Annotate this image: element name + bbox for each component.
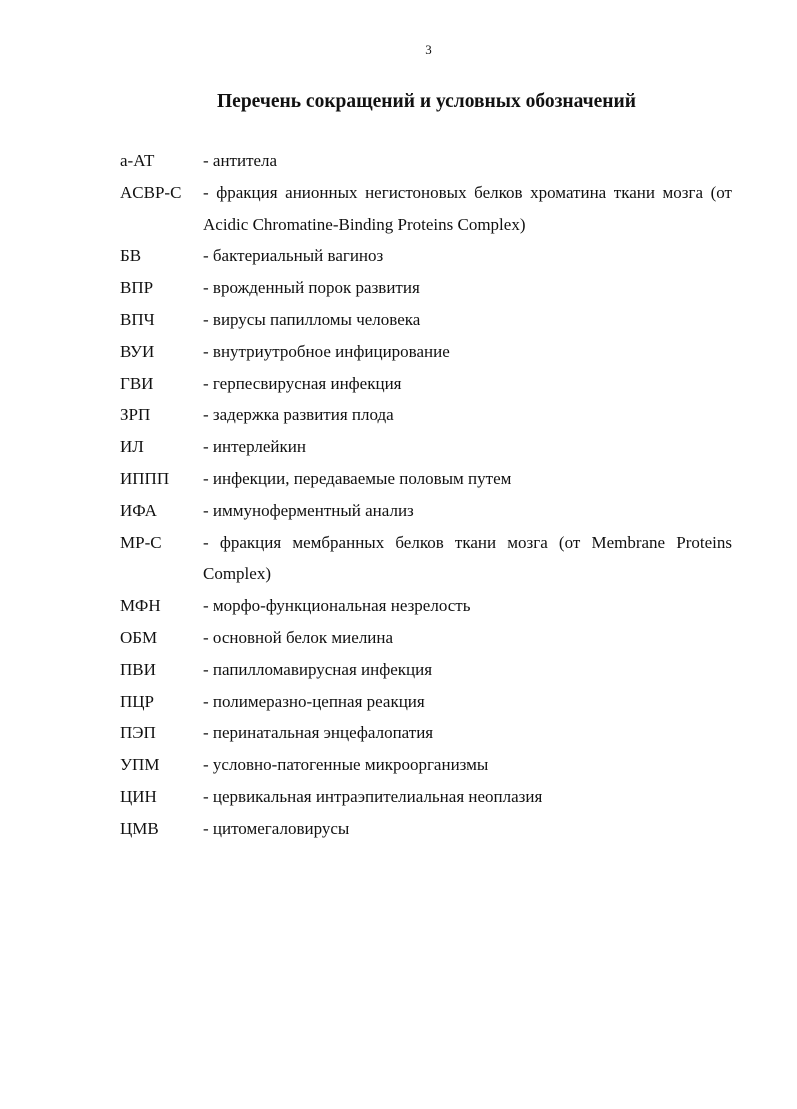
abbreviation-entry <box>120 781 732 813</box>
abbreviation-definition: - интерлейкин <box>203 437 306 457</box>
abbreviation-definition: - антитела <box>203 151 278 170</box>
abbreviation-term: ПВИ <box>120 659 156 679</box>
abbreviation-list <box>120 145 732 845</box>
abbreviation-term: ЗРП <box>120 405 151 425</box>
abbreviation-term: МФН <box>120 596 161 616</box>
abbreviation-entry <box>120 431 732 463</box>
abbreviation-definition: - внутриутробное инфицирование <box>203 341 450 361</box>
abbreviation-entry <box>120 272 732 304</box>
abbreviation-term: УПМ <box>120 755 160 775</box>
abbreviation-definition: - бактериальный вагиноз <box>203 246 384 266</box>
abbreviation-definition: - задержка развития плода <box>203 405 394 425</box>
abbreviation-term: ВПР <box>120 278 154 298</box>
abbreviation-entry <box>120 590 732 622</box>
abbreviation-term: ВУИ <box>120 341 155 361</box>
abbreviation-term: а-АТ <box>120 151 155 170</box>
abbreviation-definition: - фракция мембранных белков ткани мозга (от Membrane Proteins Complex) <box>203 532 732 584</box>
abbreviation-definition: - иммуноферментный анализ <box>203 500 414 520</box>
page-number: 3 <box>425 42 432 57</box>
abbreviation-entry <box>120 622 732 654</box>
abbreviation-definition: - врожденный порок развития <box>203 278 420 298</box>
abbreviation-term: ИППП <box>120 468 170 488</box>
abbreviation-entry <box>120 336 732 368</box>
abbreviation-definition: - вирусы папилломы человека <box>203 309 421 329</box>
abbreviation-term: ЦИН <box>120 786 157 806</box>
abbreviation-entry <box>120 749 732 781</box>
abbreviation-definition: - цитомегаловирусы <box>203 818 350 838</box>
abbreviation-definition: - перинатальная энцефалопатия <box>203 723 434 743</box>
abbreviation-definition: - основной белок миелина <box>203 627 394 647</box>
abbreviation-entry <box>120 368 732 400</box>
abbreviation-entry <box>120 813 732 845</box>
abbreviation-definition: - фракция анионных негистоновых белков хроматина ткани мозга (от Acidic Chromatine-Binding Proteins Complex) <box>203 182 732 234</box>
abbreviation-definition: - морфо-функциональная незрелость <box>203 596 471 616</box>
abbreviation-term: ПЭП <box>120 723 156 743</box>
abbreviation-definition: - условно-патогенные микроорганизмы <box>203 755 489 775</box>
abbreviation-term: ЦМВ <box>120 818 159 838</box>
page-title: Перечень сокращений и условных обозначений <box>217 91 636 112</box>
abbreviation-term: ГВИ <box>120 373 154 393</box>
abbreviation-term: ИЛ <box>120 437 144 457</box>
abbreviation-definition: - цервикальная интраэпителиальная неоплазия <box>203 786 543 806</box>
abbreviation-term: ВПЧ <box>120 309 155 329</box>
abbreviation-definition: - полимеразно-цепная реакция <box>203 691 425 711</box>
abbreviation-term: БВ <box>120 246 142 266</box>
abbreviation-entry <box>120 240 732 272</box>
abbreviation-entry <box>120 177 732 241</box>
abbreviation-definition: - герпесвирусная инфекция <box>203 373 402 393</box>
abbreviation-entry <box>120 145 732 177</box>
abbreviation-entry <box>120 527 732 591</box>
abbreviation-term: ACBP-C <box>120 182 182 202</box>
abbreviation-definition: - папилломавирусная инфекция <box>203 659 433 679</box>
abbreviation-entry <box>120 495 732 527</box>
abbreviation-entry <box>120 304 732 336</box>
abbreviation-entry <box>120 463 732 495</box>
abbreviation-definition: - инфекции, передаваемые половым путем <box>203 468 512 488</box>
abbreviation-term: ИФА <box>120 500 157 520</box>
abbreviation-entry <box>120 654 732 686</box>
abbreviation-term: ПЦР <box>120 691 155 711</box>
abbreviation-entry <box>120 717 732 749</box>
abbreviation-entry <box>120 399 732 431</box>
abbreviation-term: ОБМ <box>120 627 158 647</box>
abbreviation-term: MP-C <box>120 532 162 552</box>
abbreviation-entry <box>120 686 732 718</box>
